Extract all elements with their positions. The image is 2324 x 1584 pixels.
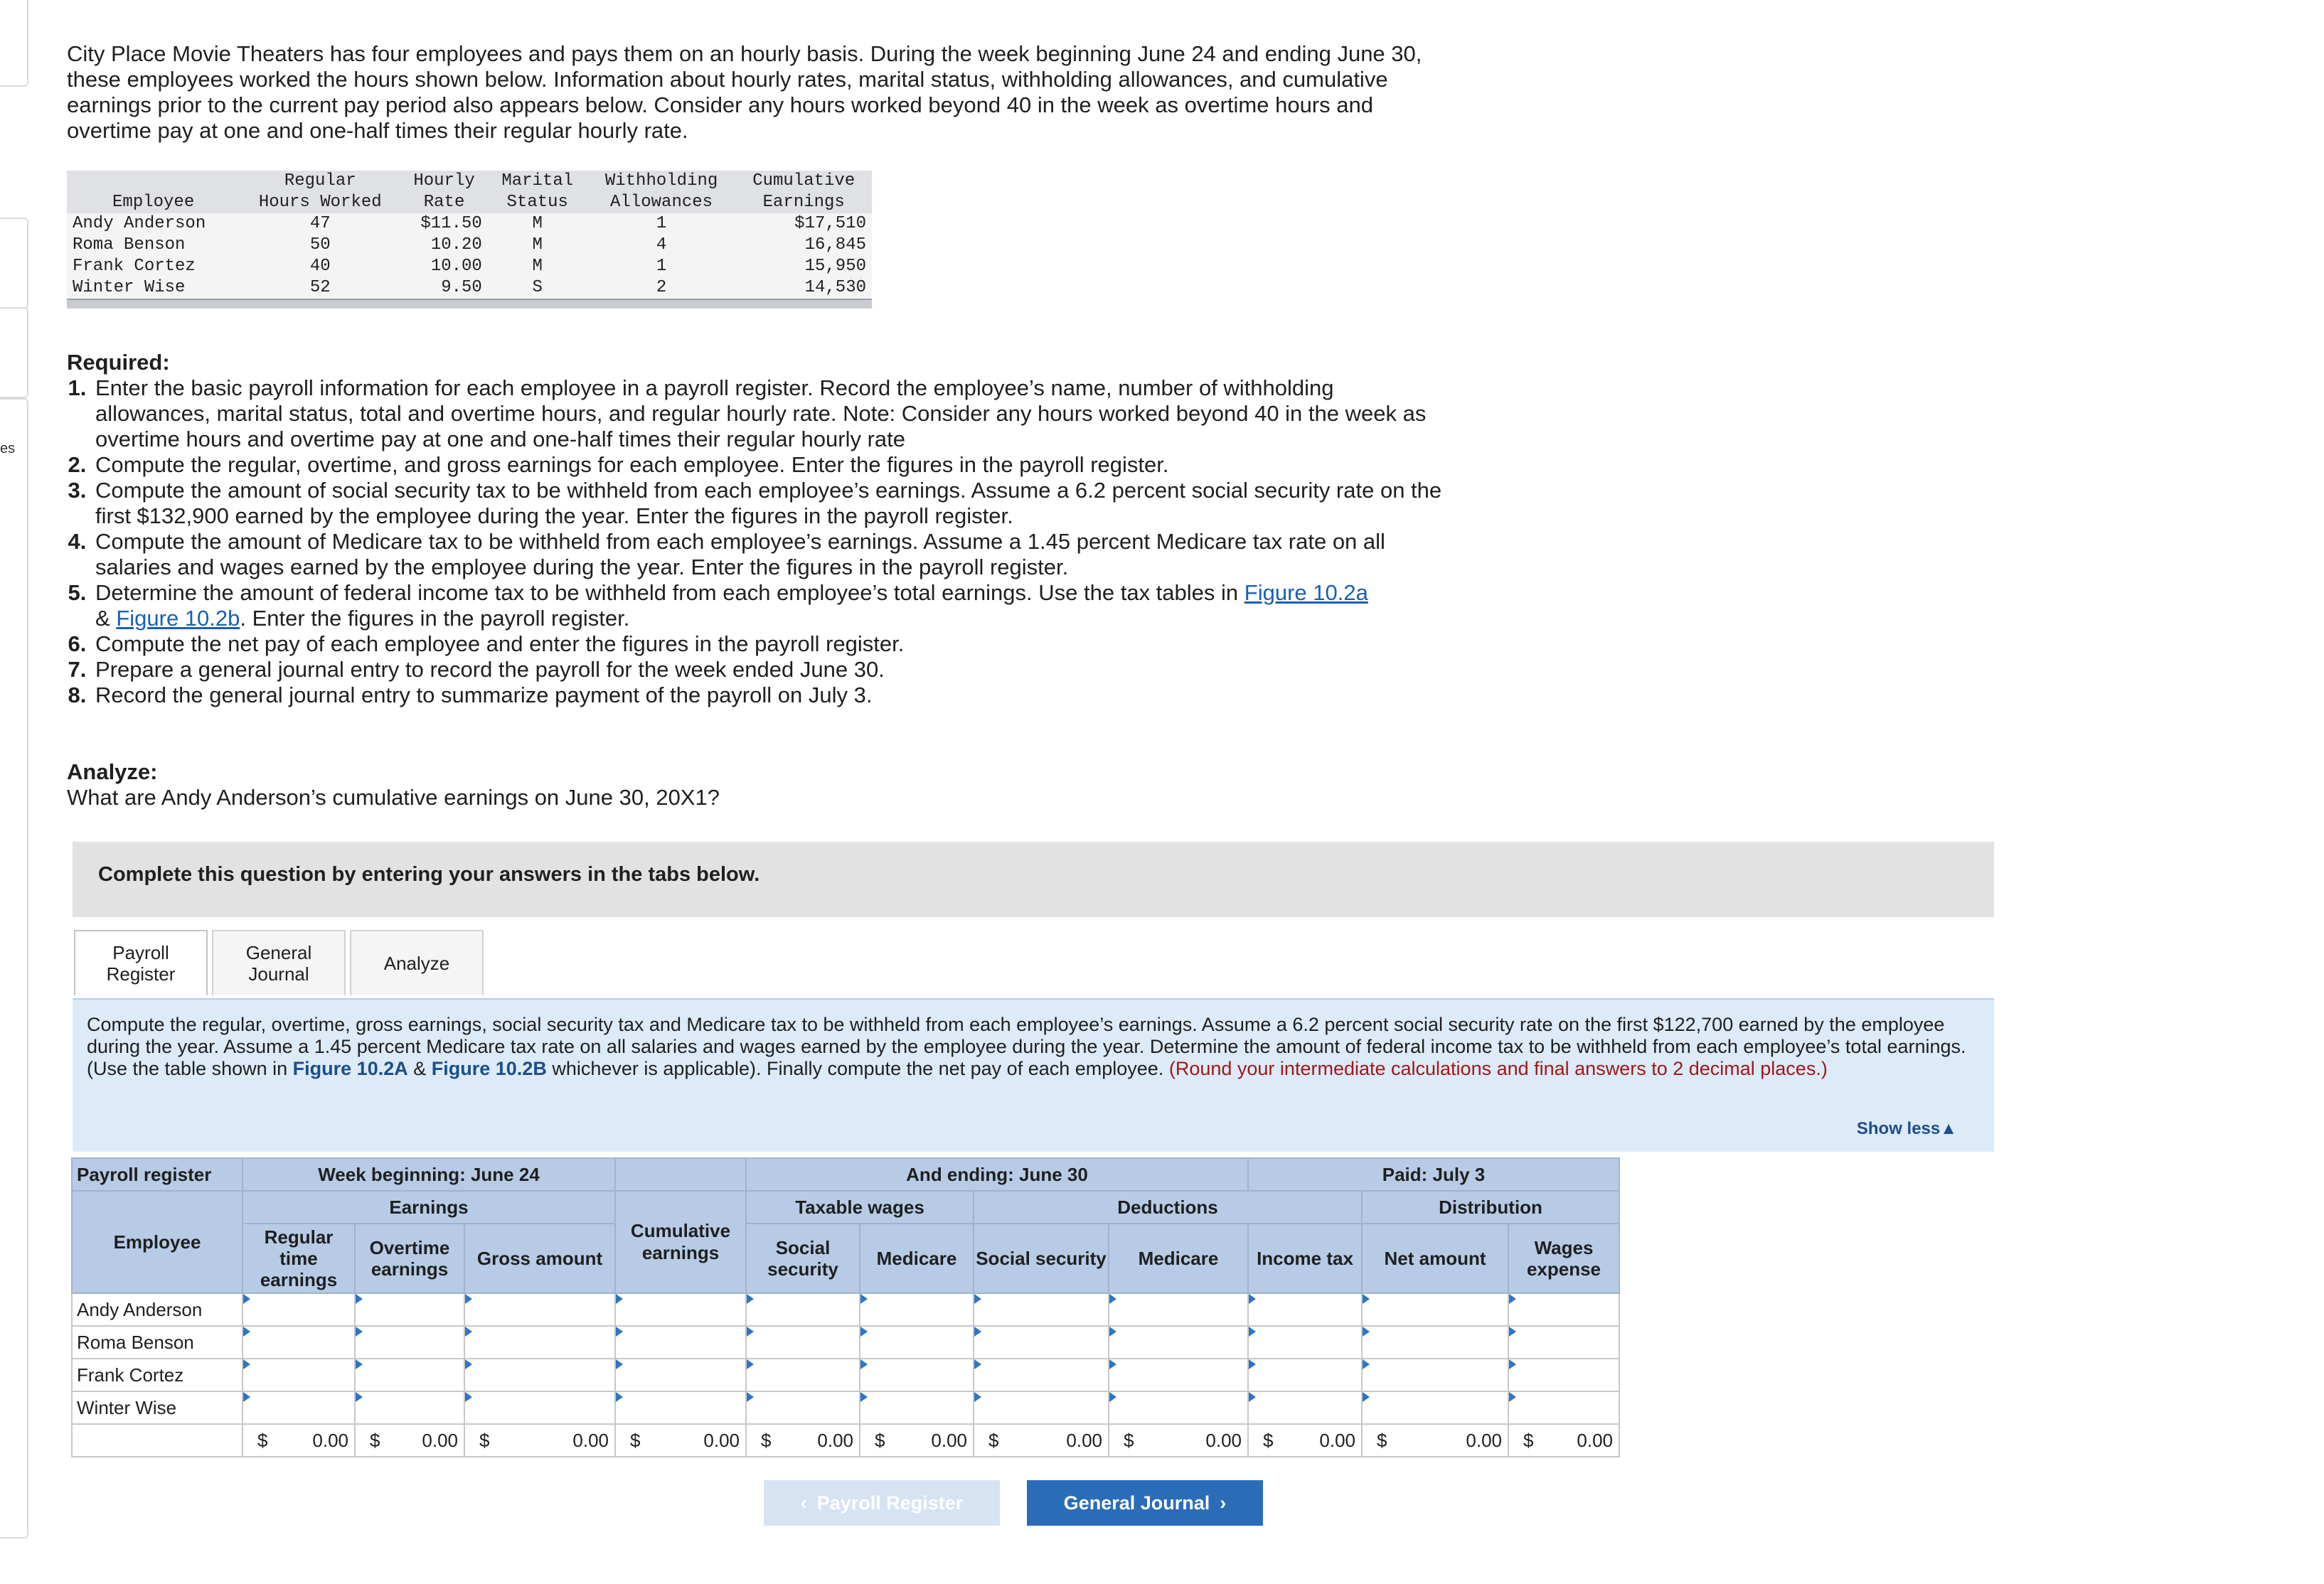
input-cell[interactable] (1508, 1293, 1619, 1326)
tab-bar (74, 930, 484, 995)
given-row (67, 235, 872, 256)
input-cell[interactable] (355, 1391, 464, 1424)
amount-input[interactable] (1509, 1359, 1619, 1391)
given-cell: 1 (656, 214, 667, 233)
col-overtime-earnings: Overtime earnings (355, 1224, 464, 1293)
amount-input[interactable] (356, 1327, 464, 1358)
amount-input[interactable] (860, 1359, 973, 1391)
input-cell[interactable] (242, 1326, 355, 1359)
dollar-sign: $ (257, 1429, 268, 1451)
given-cell: M (532, 235, 543, 255)
input-cell[interactable] (1508, 1391, 1619, 1424)
given-table-footer (67, 299, 872, 309)
input-cell[interactable] (974, 1326, 1109, 1359)
given-cell: 15,950 (804, 257, 866, 276)
input-cell[interactable] (1109, 1326, 1248, 1359)
register-title: Payroll register (72, 1158, 242, 1191)
required-list (67, 375, 1446, 708)
total-value: 0.00 (312, 1429, 348, 1451)
amount-input[interactable] (465, 1294, 614, 1325)
given-cell: 16,845 (804, 235, 866, 255)
total-cell (615, 1424, 746, 1457)
given-cell: 40 (309, 257, 331, 276)
given-h1-3: Marital (501, 171, 574, 191)
col-gross-amount: Gross amount (464, 1224, 615, 1293)
table-row (72, 1293, 1619, 1326)
deductions-group-header: Deductions (974, 1191, 1362, 1224)
input-cell[interactable] (746, 1326, 860, 1359)
given-cell: 9.50 (441, 278, 482, 297)
amount-input[interactable] (465, 1327, 614, 1358)
given-cell: 50 (309, 235, 331, 255)
given-cell: Andy Anderson (73, 214, 206, 233)
rounding-note: (Round your intermediate calculations and final answers to 2 decimal places.) (1168, 1058, 1828, 1079)
input-cell[interactable] (1248, 1293, 1362, 1326)
total-cell (1508, 1424, 1619, 1457)
dollar-sign: $ (761, 1429, 772, 1451)
input-cell[interactable] (355, 1359, 464, 1391)
amount-input[interactable] (243, 1392, 354, 1423)
given-h1-2: Hourly (413, 171, 475, 191)
amount-input[interactable] (974, 1392, 1108, 1423)
input-cell[interactable] (464, 1359, 615, 1391)
tab-payroll-register[interactable] (74, 930, 208, 995)
given-cell: 47 (309, 214, 331, 233)
week-beginning-label: Week beginning: June 24 (242, 1158, 615, 1191)
given-h1-5: Cumulative (752, 171, 855, 191)
amount-input[interactable] (860, 1392, 973, 1423)
input-cell[interactable] (746, 1391, 860, 1424)
total-cell (860, 1424, 974, 1457)
input-cell[interactable] (974, 1293, 1109, 1326)
table-row (72, 1391, 1619, 1424)
input-cell[interactable] (242, 1293, 355, 1326)
show-less-button[interactable]: Show less▲ (1856, 1119, 1957, 1138)
amount-input[interactable] (243, 1294, 354, 1325)
totals-row (72, 1424, 1619, 1457)
dollar-sign: $ (1124, 1429, 1134, 1451)
col-income-tax: Income tax (1248, 1224, 1362, 1293)
amount-input[interactable] (1249, 1327, 1361, 1358)
amount-input[interactable] (1249, 1392, 1361, 1423)
given-row (67, 213, 872, 235)
figure-10-2a-link[interactable]: Figure 10.2a (1244, 580, 1368, 605)
analyze-section (67, 759, 720, 810)
col-deduction-social-security: Social security (974, 1224, 1109, 1293)
banner-text: Complete this question by entering your answers in the tabs below. (98, 863, 760, 886)
amount-input[interactable] (974, 1294, 1108, 1325)
problem-intro: City Place Movie Theaters has four employees and pays them on an hourly basis. During the week beginning June 24 and ending June 30, these employees worked the hours shown below. Information about hourly rates, marital status, withholding allowances, and cumulative earnings prior to the current pay period also appears below. Consider any hours worked beyond 40 in the week as overtime hours and overtime pay at one and one-half times their regular hourly rate. (67, 41, 1422, 143)
total-cell (1109, 1424, 1248, 1457)
given-h1-4: Withholding (604, 171, 718, 191)
amount-input[interactable] (860, 1294, 973, 1325)
given-cell: Roma Benson (73, 235, 186, 255)
amount-input[interactable] (1109, 1294, 1247, 1325)
required-item: 1. Enter the basic payroll information for each employee in a payroll register. Record the employee’s name, number of withholding allowances, marital status, total and overtime hours, and regular hourly rate. Note: Consider any hours worked beyond 40 in the week as overtime hours and overtime pay at one and one-half times their regular hourly rate (92, 375, 1446, 452)
tab-general-journal[interactable] (212, 930, 346, 995)
input-cell[interactable] (1109, 1391, 1248, 1424)
amount-input[interactable] (356, 1294, 464, 1325)
next-general-journal-button[interactable] (1027, 1480, 1263, 1526)
amount-input[interactable] (1363, 1327, 1508, 1358)
edge-panel-bottom (0, 398, 28, 1538)
amount-input[interactable] (860, 1327, 973, 1358)
input-cell[interactable] (464, 1391, 615, 1424)
analyze-question: What are Andy Anderson’s cumulative earnings on June 30, 20X1? (67, 785, 720, 810)
input-cell[interactable] (1109, 1293, 1248, 1326)
given-h2-1: Hours Worked (258, 193, 382, 212)
amount-input[interactable] (616, 1392, 745, 1423)
given-cell: M (532, 214, 543, 233)
edge-panel-mid (0, 218, 28, 309)
amount-input[interactable] (616, 1327, 745, 1358)
given-h2-3: Status (506, 193, 568, 212)
required-item: 7. Prepare a general journal entry to record the payroll for the week ended June 30. (92, 657, 1446, 683)
chevron-right-icon: › (1220, 1492, 1227, 1514)
table-row (72, 1326, 1619, 1359)
input-cell[interactable] (615, 1326, 746, 1359)
tab-label: Analyze (383, 953, 450, 974)
tab-label: Payroll (112, 942, 169, 963)
amount-input[interactable] (616, 1359, 745, 1391)
amount-input[interactable] (747, 1359, 859, 1391)
total-value: 0.00 (1319, 1429, 1355, 1451)
input-cell[interactable] (746, 1293, 860, 1326)
input-cell[interactable] (242, 1359, 355, 1391)
input-cell[interactable] (746, 1359, 860, 1391)
given-cell: 1 (656, 257, 667, 276)
required-item: 4. Compute the amount of Medicare tax to be withheld from each employee’s earnings. Assume a 1.45 percent Medicare tax rate on all salaries and wages earned by the employee during the year. Enter the figures in the payroll register. (92, 529, 1446, 580)
amount-input[interactable] (1363, 1294, 1508, 1325)
amount-input[interactable] (1509, 1392, 1619, 1423)
col-taxable-medicare: Medicare (860, 1224, 974, 1293)
employee-name: Frank Cortez (72, 1359, 242, 1391)
total-cell (1248, 1424, 1362, 1457)
taxable-wages-group-header: Taxable wages (746, 1191, 974, 1224)
input-cell[interactable] (464, 1293, 615, 1326)
dollar-sign: $ (1263, 1429, 1274, 1451)
amount-input[interactable] (974, 1327, 1108, 1358)
required-item: 8. Record the general journal entry to summarize payment of the payroll on July 3. (92, 683, 1446, 708)
instruction-banner (73, 842, 1994, 917)
amount-input[interactable] (1509, 1294, 1619, 1325)
ampersand: & (95, 606, 110, 631)
input-cell[interactable] (1362, 1391, 1508, 1424)
total-value: 0.00 (1066, 1429, 1102, 1451)
dollar-sign: $ (1377, 1429, 1387, 1451)
amount-input[interactable] (616, 1294, 745, 1325)
input-cell[interactable] (974, 1359, 1109, 1391)
total-value: 0.00 (931, 1429, 967, 1451)
col-wages-expense: Wages expense (1508, 1224, 1619, 1293)
tab-label: General (245, 942, 312, 963)
given-cell: S (532, 278, 543, 297)
instructions-text-1: Compute the regular, overtime, gross earnings, social security tax and Medicare tax to be withheld from each employee’s earnings. Assume a 6.2 percent social security rate on the first $122,700 earned by the employee during the year. Assume a 1.45 percent Medicare tax rate on all salaries and wages earned by the employee during the year. Determine the amount of federal income tax to be withheld from each employee’s total earnings. (Use the table shown in (87, 1014, 1966, 1079)
amount-input[interactable] (1109, 1327, 1247, 1358)
amount-input[interactable] (243, 1327, 354, 1358)
dollar-sign: $ (630, 1429, 641, 1451)
header-blank (615, 1158, 746, 1191)
input-cell[interactable] (615, 1359, 746, 1391)
given-h2-4: Allowances (610, 193, 713, 212)
given-cell: 14,530 (804, 278, 866, 297)
previous-payroll-register-button[interactable] (764, 1480, 1000, 1526)
totals-label (72, 1424, 242, 1457)
given-row (67, 256, 872, 277)
input-cell[interactable] (1508, 1326, 1619, 1359)
amount-input[interactable] (1249, 1359, 1361, 1391)
input-cell[interactable] (860, 1391, 974, 1424)
given-h1-0 (67, 171, 240, 192)
required-item-5-tail: . Enter the figures in the payroll register. (240, 606, 630, 631)
amount-input[interactable] (1363, 1392, 1508, 1423)
given-h2-0: Employee (112, 193, 195, 212)
dollar-sign: $ (988, 1429, 999, 1451)
given-cell: 4 (656, 235, 667, 255)
dollar-sign: $ (1523, 1429, 1534, 1451)
input-cell[interactable] (860, 1326, 974, 1359)
next-button-label: General Journal (1063, 1492, 1210, 1514)
col-regular-time-earnings: Regular time earnings (242, 1224, 355, 1293)
tab-label: Journal (248, 963, 309, 985)
required-title: Required: (67, 350, 170, 375)
input-cell[interactable] (1248, 1326, 1362, 1359)
chevron-left-icon: ‹ (800, 1492, 807, 1514)
given-cell: 10.20 (430, 235, 482, 255)
given-h2-2: Rate (423, 193, 465, 212)
total-value: 0.00 (817, 1429, 853, 1451)
input-cell[interactable] (1248, 1391, 1362, 1424)
input-cell[interactable] (1109, 1359, 1248, 1391)
given-cell: Frank Cortez (73, 257, 196, 276)
total-cell (974, 1424, 1109, 1457)
total-value: 0.00 (703, 1429, 740, 1451)
input-cell[interactable] (860, 1359, 974, 1391)
employee-name: Roma Benson (72, 1326, 242, 1359)
given-cell: 2 (656, 278, 667, 297)
edge-panel-top (0, 0, 28, 87)
amount-input[interactable] (356, 1392, 464, 1423)
input-cell[interactable] (1362, 1326, 1508, 1359)
given-cell: $17,510 (794, 214, 866, 233)
given-cell: 10.00 (430, 257, 482, 276)
instructions-text-2: whichever is applicable). Finally compute the net pay of each employee. (552, 1058, 1164, 1079)
input-cell[interactable] (860, 1293, 974, 1326)
given-cell: 52 (309, 278, 331, 297)
total-cell (242, 1424, 355, 1457)
given-data-table (67, 171, 872, 309)
input-cell[interactable] (242, 1391, 355, 1424)
input-cell[interactable] (464, 1326, 615, 1359)
prev-button-label: Payroll Register (816, 1492, 964, 1514)
given-row (67, 277, 872, 299)
input-cell[interactable] (355, 1326, 464, 1359)
amount-input[interactable] (1363, 1359, 1508, 1391)
instructions-amp: & (413, 1058, 427, 1079)
analyze-title: Analyze: (67, 759, 158, 784)
required-item-5-text: Determine the amount of federal income tax to be withheld from each employee’s total earnings. Use the tax tables in (95, 580, 1239, 605)
given-cell: $11.50 (420, 214, 482, 233)
amount-input[interactable] (465, 1392, 614, 1423)
total-cell (464, 1424, 615, 1457)
figure-10-2b-ref: Figure 10.2B (431, 1058, 547, 1079)
figure-10-2b-link[interactable]: Figure 10.2b (116, 606, 240, 631)
amount-input[interactable] (356, 1359, 464, 1391)
employee-header: Employee (72, 1191, 242, 1293)
amount-input[interactable] (243, 1359, 354, 1391)
amount-input[interactable] (1109, 1359, 1247, 1391)
amount-input[interactable] (747, 1327, 859, 1358)
col-cumulative-earnings: Cumulative earnings (615, 1191, 746, 1293)
col-deduction-medicare: Medicare (1109, 1224, 1248, 1293)
given-h2-5: Earnings (762, 193, 845, 212)
total-value: 0.00 (1466, 1429, 1502, 1451)
total-value: 0.00 (422, 1429, 458, 1451)
input-cell[interactable] (1362, 1359, 1508, 1391)
amount-input[interactable] (465, 1359, 614, 1391)
required-item: 3. Compute the amount of social security tax to be withheld from each employee’s earnings. Assume a 6.2 percent social security rate on the first $132,900 earned by the employee during the year. Enter the figures in the payroll register. (92, 478, 1446, 529)
edge-panel-low (0, 307, 28, 398)
total-value: 0.00 (1205, 1429, 1242, 1451)
input-cell[interactable] (1248, 1359, 1362, 1391)
col-taxable-social-security: Social security (746, 1224, 860, 1293)
input-cell[interactable] (974, 1391, 1109, 1424)
paid-label: Paid: July 3 (1248, 1158, 1619, 1191)
figure-10-2a-ref: Figure 10.2A (292, 1058, 408, 1079)
amount-input[interactable] (747, 1294, 859, 1325)
employee-name: Andy Anderson (72, 1293, 242, 1326)
instructions-text (87, 1014, 1978, 1080)
table-row (72, 1359, 1619, 1391)
dollar-sign: $ (370, 1429, 380, 1451)
total-value: 0.00 (1577, 1429, 1613, 1451)
given-cell: M (532, 257, 543, 276)
tab-instructions (73, 998, 1994, 1152)
total-cell (355, 1424, 464, 1457)
dollar-sign: $ (479, 1429, 490, 1451)
amount-input[interactable] (747, 1392, 859, 1423)
earnings-group-header: Earnings (242, 1191, 615, 1224)
amount-input[interactable] (1109, 1392, 1247, 1423)
col-net-amount: Net amount (1362, 1224, 1508, 1293)
required-item (92, 580, 1446, 631)
given-h1-1: Regular (284, 171, 356, 191)
input-cell[interactable] (615, 1293, 746, 1326)
input-cell[interactable] (1362, 1293, 1508, 1326)
given-cell: Winter Wise (73, 278, 186, 297)
amount-input[interactable] (1249, 1294, 1361, 1325)
edge-text: es (0, 441, 16, 456)
input-cell[interactable] (1508, 1359, 1619, 1391)
ending-label: And ending: June 30 (746, 1158, 1248, 1191)
input-cell[interactable] (355, 1293, 464, 1326)
tab-analyze[interactable] (350, 930, 484, 995)
total-cell (746, 1424, 860, 1457)
amount-input[interactable] (1509, 1327, 1619, 1358)
total-value: 0.00 (572, 1429, 609, 1451)
payroll-register-table (71, 1157, 1620, 1457)
amount-input[interactable] (974, 1359, 1108, 1391)
required-item: 6. Compute the net pay of each employee and enter the figures in the payroll register. (92, 631, 1446, 657)
distribution-group-header: Distribution (1362, 1191, 1619, 1224)
total-cell (1362, 1424, 1508, 1457)
tab-label: Register (106, 963, 176, 985)
dollar-sign: $ (875, 1429, 885, 1451)
required-section (67, 350, 1446, 708)
input-cell[interactable] (615, 1391, 746, 1424)
employee-name: Winter Wise (72, 1391, 242, 1424)
required-item: 2. Compute the regular, overtime, and gross earnings for each employee. Enter the figures in the payroll register. (92, 452, 1446, 478)
